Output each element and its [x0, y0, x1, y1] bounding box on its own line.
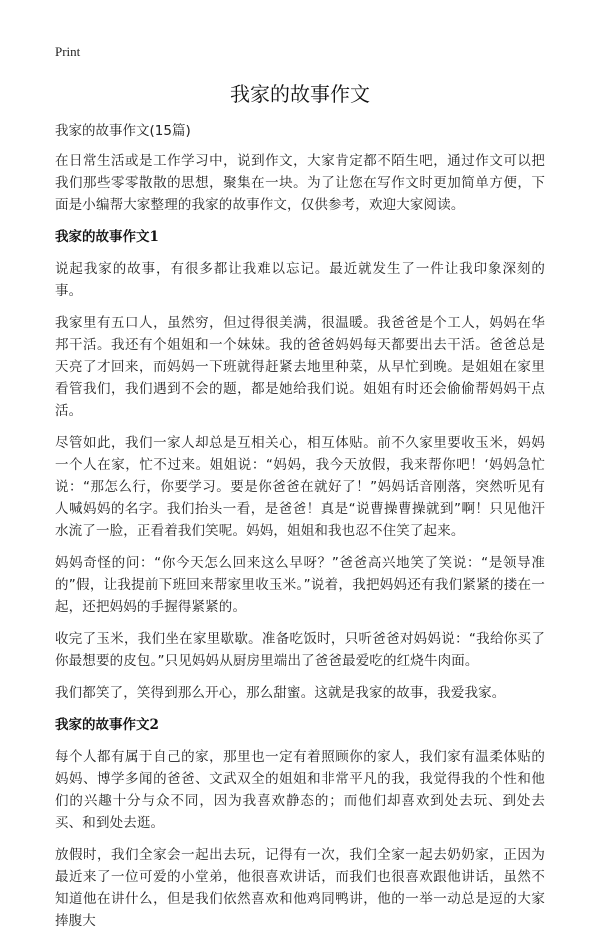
section-heading-1: 我家的故事作文1 [55, 229, 159, 245]
section-2-paragraph: 放假时，我们全家会一起出去玩，记得有一次，我们全家一起去奶奶家，正因为最近来了一位可爱的小堂弟，他很喜欢讲话，而我们也很喜欢跟他讲话，虽然不知道他在讲什么，但是我们依然喜欢和他鸡同鸭讲，他的一举一动总是逗的大家捧腹大 [55, 847, 545, 929]
section-1-paragraph: 我们都笑了，笑得到那么开心，那么甜蜜。这就是我家的故事，我爱我家。 [55, 685, 506, 701]
document-subtitle: 我家的故事作文(15篇) [55, 123, 191, 139]
section-1-paragraph: 妈妈奇怪的问：“你今天怎么回来这么早呀？”爸爸高兴地笑了笑说：“是领导准的”假，让我提前下班回来帮家里收玉米。”说着，我把妈妈还有我们紧紧的搂在一起，还把妈妈的手握得紧紧的。 [55, 555, 545, 615]
intro-paragraph: 在日常生活或是工作学习中，说到作文，大家肯定都不陌生吧，通过作文可以把我们那些零零散散的思想，聚集在一块。为了让您在写作文时更加简单方便，下面是小编帮大家整理的我家的故事作文，仅供参考，欢迎大家阅读。 [55, 153, 545, 213]
section-1-paragraph: 尽管如此，我们一家人却总是互相关心，相互体贴。前不久家里要收玉米，妈妈一个人在家，忙不过来。姐姐说：“妈妈，我今天放假，我来帮你吧！‘妈妈急忙说：“那怎么行，你要学习。要是你爸爸在就好了！”妈妈话音刚落，突然听见有人喊妈妈的名字。我们抬头一看，是爸爸！真是“说曹操曹操就到”啊！只见他汗水流了一脸，正看着我们笑呢。妈妈，姐姐和我也忍不住笑了起来。 [55, 435, 545, 539]
print-link[interactable]: Print [55, 44, 81, 59]
section-1-paragraph: 我家里有五口人，虽然穷，但过得很美满，很温暖。我爸爸是个工人，妈妈在华邦干活。我还有个姐姐和一个妹妹。我的爸爸妈妈每天都要出去干活。爸爸总是天亮了才回来，而妈妈一下班就得赶紧去地里种菜，从早忙到晚。是姐姐在家里看管我们，我们遇到不会的题，都是她给我们说。姐姐有时还会偷偷帮妈妈干点活。 [55, 315, 545, 419]
document-body [55, 120, 545, 942]
section-heading-2: 我家的故事作文2 [55, 717, 159, 733]
document-title: 我家的故事作文 [230, 82, 370, 106]
section-2-paragraph: 每个人都有属于自己的家，那里也一定有着照顾你的家人，我们家有温柔体贴的妈妈、博学多闻的爸爸、文武双全的姐姐和非常平凡的我，我觉得我的个性和他们的兴趣十分与众不同，因为我喜欢静态的；而他们却喜欢到处去玩、到处去买、和到处去逛。 [55, 749, 545, 831]
section-1-paragraph: 收完了玉米，我们坐在家里歇歇。准备吃饭时，只听爸爸对妈妈说：“我给你买了你最想要的皮包。”只见妈妈从厨房里端出了爸爸最爱吃的红烧牛肉面。 [55, 631, 545, 669]
section-1-paragraph: 说起我家的故事，有很多都让我难以忘记。最近就发生了一件让我印象深刻的事。 [55, 261, 545, 299]
